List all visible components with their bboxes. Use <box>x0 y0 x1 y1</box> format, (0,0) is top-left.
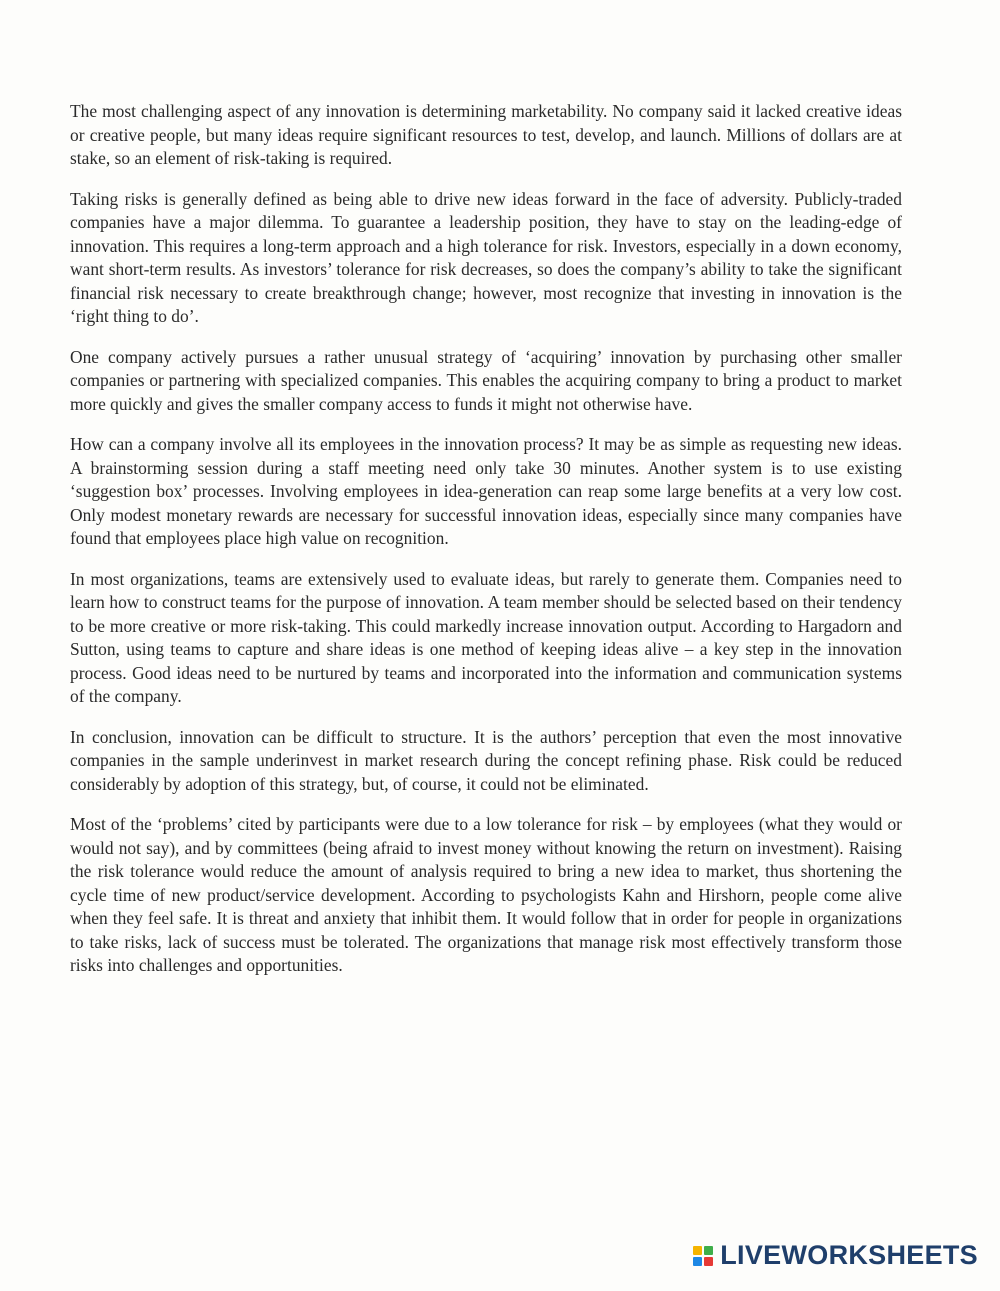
paragraph-2: Taking risks is generally defined as being able to drive new ideas forward in the face of adversity. Publicly-traded companies have a major dilemma. To guarantee a leadership position, they have to stay on the leading-edge of innovation. This requires a long-term approach and a high tolerance for risk. Investors, especially in a down economy, want short-term results. As investors’ tolerance for risk decreases, so does the company’s ability to take the significant financial risk necessary to create breakthrough change; however, most recognize that investing in innovation is the ‘right thing to do’. <box>70 188 902 326</box>
logo-tile-blue <box>693 1257 702 1266</box>
logo-tile-red <box>704 1257 713 1266</box>
liveworksheets-logo-icon <box>693 1246 713 1266</box>
paragraph-7: Most of the ‘problems’ cited by participants were due to a low tolerance for risk – by employees (what they would or would not say), and by committees (being afraid to invest money without knowing the return on investment). Raising the risk tolerance would reduce the amount of analysis required to bring a new idea to market, thus shortening the cycle time of new product/service development. According to psychologists Kahn and Hirshorn, people come alive when they feel safe. It is threat and anxiety that inhibit them. It would follow that in order for people in organizations to take risks, lack of success must be tolerated. The organizations that manage risk most effectively transform those risks into challenges and opportunities. <box>70 814 902 975</box>
logo-tile-yellow <box>693 1246 702 1255</box>
paragraph-1: The most challenging aspect of any innovation is determining marketability. No company said it lacked creative ideas or creative people, but many ideas require significant resources to test, develop, and launch. Millions of dollars are at stake, so an element of risk-taking is required. <box>70 101 902 168</box>
paragraph-3: One company actively pursues a rather unusual strategy of ‘acquiring’ innovation by purchasing other smaller companies or partnering with specialized companies. This enables the acquiring company to bring a product to market more quickly and gives the smaller company access to funds it might not otherwise have. <box>70 346 902 414</box>
paragraph-5: In most organizations, teams are extensively used to evaluate ideas, but rarely to generate them. Companies need to learn how to construct teams for the purpose of innovation. A team member should be selected based on their tendency to be more creative or more risk-taking. This could markedly increase innovation output. According to Hargadorn and Sutton, using teams to capture and share ideas is one method of keeping ideas alive – a key step in the innovation process. Good ideas need to be nurtured by teams and incorporated into the information and communication systems of the company. <box>70 568 902 706</box>
document-page <box>70 100 902 995</box>
liveworksheets-brand[interactable] <box>693 1240 978 1271</box>
logo-tile-green <box>704 1246 713 1255</box>
paragraph-4: How can a company involve all its employees in the innovation process? It may be as simple as requesting new ideas. A brainstorming session during a staff meeting need only take 30 minutes. Another system is to use existing ‘suggestion box’ processes. Involving employees in idea-generation can reap some large benefits at a very low cost. Only modest monetary rewards are necessary for successful innovation ideas, especially since many companies have found that employees place high value on recognition. <box>70 434 902 548</box>
paragraph-6: In conclusion, innovation can be difficult to structure. It is the authors’ perception that even the most innovative companies in the sample underinvest in market research during the concept refining phase. Risk could be reduced considerably by adoption of this strategy, but, of course, it could not be eliminated. <box>70 726 902 794</box>
brand-name: LIVEWORKSHEETS <box>720 1240 978 1270</box>
